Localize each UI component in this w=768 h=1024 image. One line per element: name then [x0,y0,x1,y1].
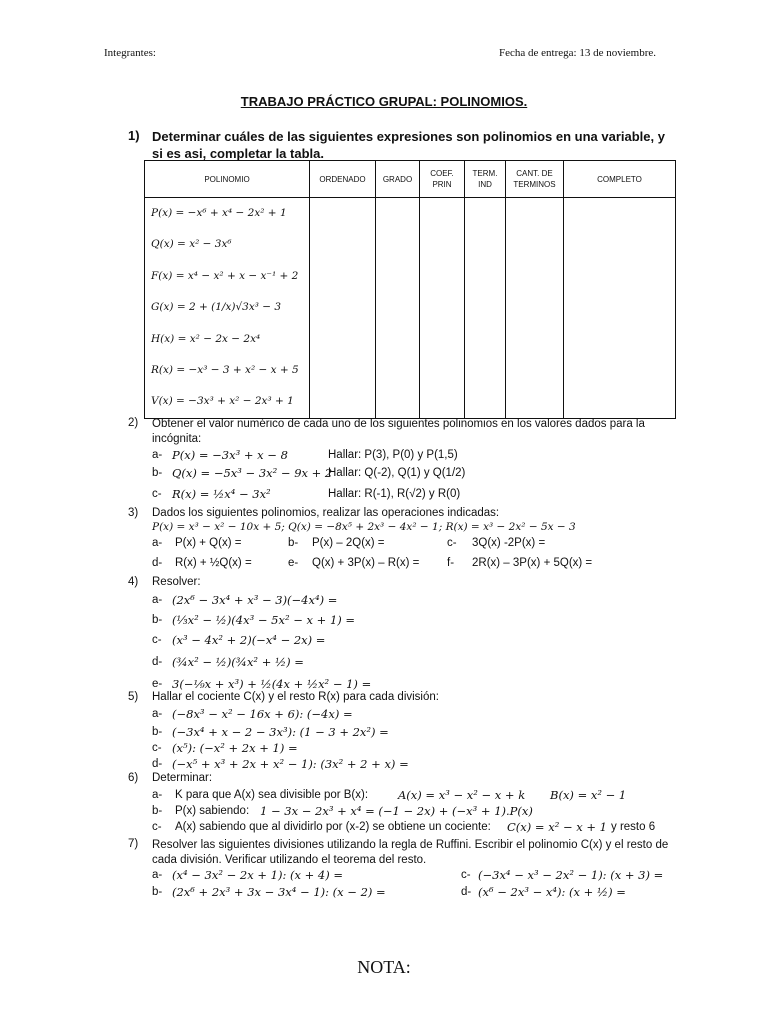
q1-text: Determinar cuáles de las siguientes expresiones son polinomios en una variable, y si es asi, completar la tabla. [152,129,665,161]
q3-f-expr: 2R(x) – 3P(x) + 5Q(x) = [472,557,593,569]
q4-c-expr: (x³ − 4x² + 2)(−x⁴ − 2x) = [172,633,326,647]
q3-a-label: a- [152,537,163,549]
nota-label: NOTA: [357,957,411,977]
table-header: CANT. DE TERMINOS [506,161,564,198]
table-header: COEF. PRIN [420,161,465,198]
q3-text: Dados los siguientes polinomios, realizar las operaciones indicadas: [152,507,500,519]
page-title: TRABAJO PRÁCTICO GRUPAL: POLINOMIOS. [240,94,528,109]
q3-defs: P(x) = x³ − x² − 10x + 5; Q(x) = −8x⁵ + 2x³ − 4x² − 1; R(x) = x³ − 2x² − 5x − 3 [152,521,576,533]
q4-b-label: b- [152,614,163,626]
q6-c-label: c- [152,821,162,833]
table-header: GRADO [376,161,420,198]
q5-d-expr: (−x⁵ + x³ + 2x + x² − 1): (3x² + 2 + x) = [172,757,409,771]
q3-b-expr: P(x) – 2Q(x) = [312,537,385,549]
polinomio-h: H(x) = x² − 2x − 2x⁴ [151,332,261,345]
q5-number: 5) [128,691,139,703]
q3-number: 3) [128,507,139,519]
q2-number: 2) [128,417,139,429]
q6-b-expr: 1 − 3x − 2x³ + x⁴ = (−1 − 2x) + (−x³ + 1).P(x) [260,804,533,818]
q4-number: 4) [128,576,139,588]
q7-text: Resolver las siguientes divisiones utilizando la regla de Ruffini. Escribir el polinomio C(x) y el resto de cada división. Verificar utilizando el teorema del resto. [152,839,669,866]
completo-cell[interactable] [564,198,676,419]
q2-text: Obtener el valor numérico de cada uno de los siguientes polinomios en los valores dados para la incógnita: [152,418,645,445]
q4-b-expr: (⅓x² − ½)(4x³ − 5x² − x + 1) = [172,613,356,627]
table-header: POLINOMIO [145,161,310,198]
polinomio-column [145,198,310,419]
integrantes-label: Integrantes: [104,47,156,59]
q5-text: Hallar el cociente C(x) y el resto R(x) para cada división: [152,691,439,703]
table-header: TERM. IND [465,161,506,198]
q2-c-expr: R(x) = ½x⁴ − 3x² [172,487,271,501]
coef-prin-cell[interactable] [420,198,465,419]
grado-cell[interactable] [376,198,420,419]
q3-c-label: c- [447,537,457,549]
q7-c-label: c- [461,869,471,881]
q6-c-tail: y resto 6 [611,821,656,833]
polinomio-v: V(x) = −3x³ + x² − 2x³ + 1 [151,395,294,408]
q7-c-expr: (−3x⁴ − x³ − 2x² − 1): (x + 3) = [478,868,664,882]
table-header: COMPLETO [564,161,676,198]
q2-b-hallar: Hallar: Q(-2), Q(1) y Q(1/2) [328,467,466,479]
polinomio-g: G(x) = 2 + (1/x)√3x³ − 3 [151,301,282,314]
q7-d-label: d- [461,886,472,898]
q4-a-expr: (2x⁶ − 3x⁴ + x³ − 3)(−4x⁴) = [172,593,338,607]
fecha-entrega: Fecha de entrega: 13 de noviembre. [499,47,656,59]
q5-a-expr: (−8x³ − x² − 16x + 6): (−4x) = [172,707,353,721]
polinomio-r: R(x) = −x³ − 3 + x² − x + 5 [151,363,299,376]
q4-e-label: e- [152,678,163,690]
q5-b-label: b- [152,726,163,738]
q1-number: 1) [128,128,140,143]
q4-a-label: a- [152,594,163,606]
q2-a-hallar: Hallar: P(3), P(0) y P(1,5) [328,449,458,461]
table-header: ORDENADO [310,161,376,198]
q5-c-expr: (x⁵): (−x² + 2x + 1) = [172,741,298,755]
q4-e-expr: 3(−⅑x + x³) + ½(4x + ½x² − 1) = [172,677,372,691]
q2-a-expr: P(x) = −3x³ + x − 8 [172,448,288,462]
q6-number: 6) [128,772,139,784]
q7-d-expr: (x⁶ − 2x³ − x⁴): (x + ½) = [478,885,626,899]
q3-e-expr: Q(x) + 3P(x) – R(x) = [312,557,420,569]
q6-text: Determinar: [152,772,213,784]
q3-c-expr: 3Q(x) -2P(x) = [472,537,546,549]
q2-a-label: a- [152,449,163,461]
q5-a-label: a- [152,708,163,720]
polinomio-f: F(x) = x⁴ − x² + x − x⁻¹ + 2 [151,269,299,282]
q3-e-label: e- [288,557,299,569]
q6-a-text: K para que A(x) sea divisible por B(x): [175,789,369,801]
table-header-row [145,161,676,198]
q2-c-hallar: Hallar: R(-1), R(√2) y R(0) [328,488,461,500]
q7-a-label: a- [152,869,163,881]
polinomio-p: P(x) = −x⁶ + x⁴ − 2x² + 1 [151,207,287,219]
q6-b-label: b- [152,805,163,817]
q4-c-label: c- [152,634,162,646]
polinomio-q: Q(x) = x² − 3x⁶ [151,238,232,251]
q7-b-label: b- [152,886,163,898]
q3-b-label: b- [288,537,299,549]
q7-a-expr: (x⁴ − 3x² − 2x + 1): (x + 4) = [172,868,343,882]
q2-c-label: c- [152,488,162,500]
q2-b-label: b- [152,467,163,479]
q6-c-expr: C(x) = x² − x + 1 [507,820,607,834]
table-body-row [145,198,676,419]
q5-c-label: c- [152,742,162,754]
q6-c-text: A(x) sabiendo que al dividirlo por (x-2) se obtiene un cociente: [175,821,491,833]
q4-d-expr: (¾x² − ½)(¾x² + ½) = [172,655,304,669]
q6-a-label: a- [152,789,163,801]
q6-a-expr: A(x) = x³ − x² − x + k [398,788,526,802]
q2-b-expr: Q(x) = −5x³ − 3x² − 9x + 2 [172,466,333,480]
q3-a-expr: P(x) + Q(x) = [175,537,242,549]
q6-a-expr2: B(x) = x² − 1 [550,788,627,802]
polinomios-table [144,160,676,419]
q3-f-label: f- [447,557,455,569]
cant-terminos-cell[interactable] [506,198,564,419]
q5-d-label: d- [152,758,163,770]
q4-text: Resolver: [152,576,201,588]
q6-b-text: P(x) sabiendo: [175,805,250,817]
q5-b-expr: (−3x⁴ + x − 2 − 3x³): (1 − 3 + 2x²) = [172,725,389,739]
ordenado-cell[interactable] [310,198,376,419]
term-ind-cell[interactable] [465,198,506,419]
q3-d-label: d- [152,557,163,569]
q7-number: 7) [128,838,139,850]
q4-d-label: d- [152,656,163,668]
q3-d-expr: R(x) + ½Q(x) = [175,557,252,569]
q7-b-expr: (2x⁶ + 2x³ + 3x − 3x⁴ − 1): (x − 2) = [172,885,386,899]
